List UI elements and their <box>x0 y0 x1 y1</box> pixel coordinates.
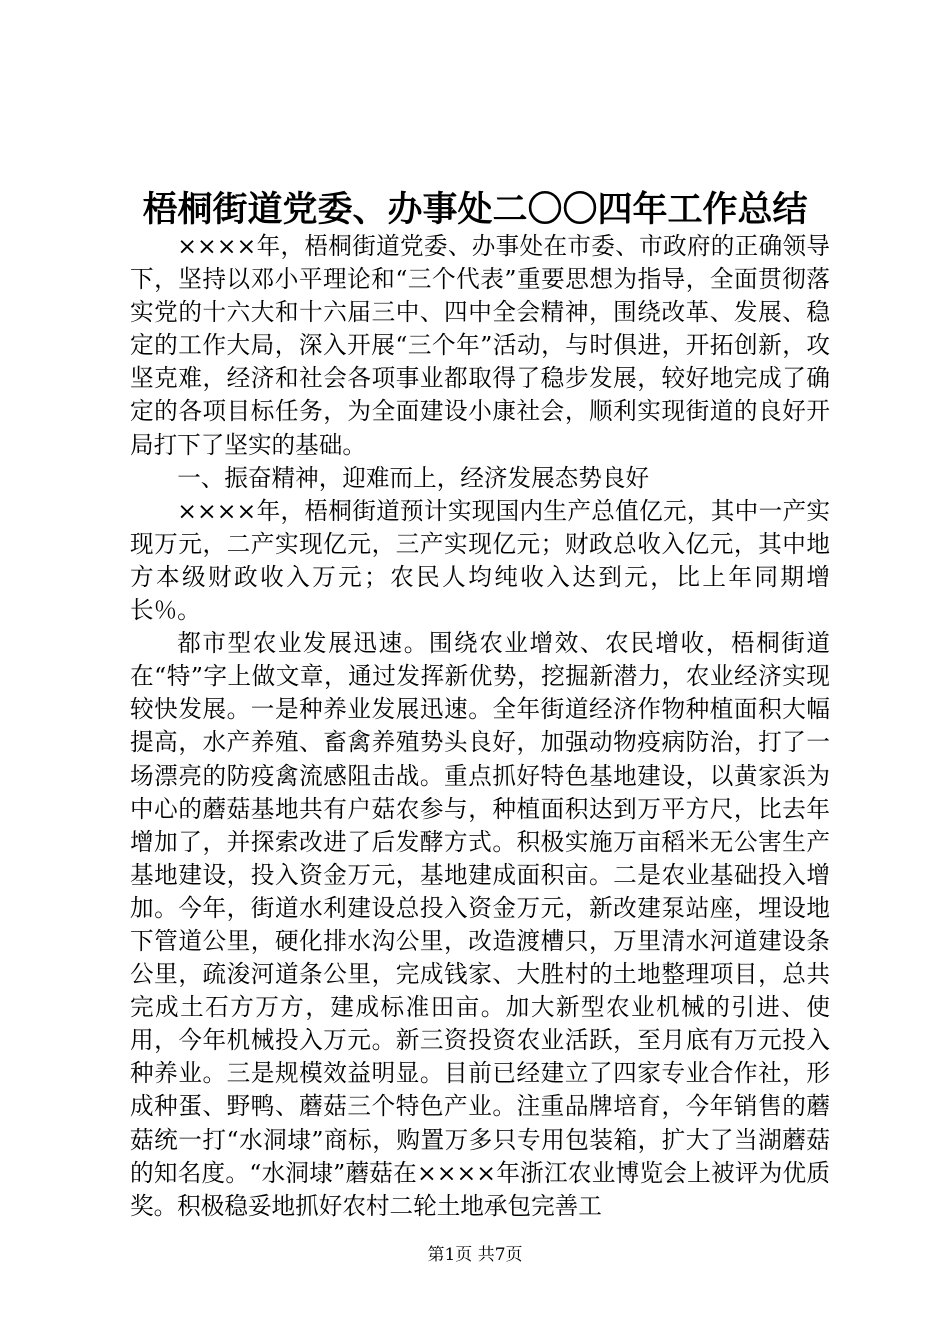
agriculture-paragraph: 都市型农业发展迅速。围绕农业增效、农民增收，梧桐街道在“特”字上做文章，通过发挥新优势，挖掘新潜力，农业经济实现较快发展。一是种养业发展迅速。全年街道经济作物种植面积大幅提高，水产养殖、畜禽养殖势头良好，加强动物疫病防治，打了一场漂亮的防疫禽流感阻击战。重点抓好特色基地建设，以黄家浜为中心的蘑菇基地共有户菇农参与，种植面积达到万平方尺，比去年增加了，并探索改进了后发酵方式。积极实施万亩稻米无公害生产基地建设，投入资金万元，基地建成面积亩。二是农业基础投入增加。今年，街道水利建设总投入资金万元，新改建泵站座，埋设地下管道公里，硬化排水沟公里，改造渡槽只，万里清水河道建设条公里，疏浚河道条公里，完成钱家、大胜村的土地整理项目，总共完成土石方万方，建成标准田亩。加大新型农业机械的引进、使用，今年机械投入万元。新三资投资农业活跃，至月底有万元投入种养业。三是规模效益明显。目前已经建立了四家专业合作社，形成种蛋、野鸭、蘑菇三个特色产业。注重品牌培育，今年销售的蘑菇统一打“水洞埭”商标，购置万多只专用包装箱，扩大了当湖蘑菇的知名度。“水洞埭”蘑菇在××××年浙江农业博览会上被评为优质奖。积极稳妥地抓好农村二轮土地承包完善工 <box>130 629 830 1220</box>
page-footer: 第1页 共7页 <box>427 1245 523 1265</box>
intro-paragraph: ××××年，梧桐街道党委、办事处在市委、市政府的正确领导下，坚持以邓小平理论和“三个代表”重要思想为指导，全面贯彻落实党的十六大和十六届三中、四中全会精神，围绕改革、发展、稳定的工作大局，深入开展“三个年”活动，与时俱进，开拓创新，攻坚克难，经济和社会各项事业都取得了稳步发展，较好地完成了确定的各项目标任务，为全面建设小康社会，顺利实现街道的良好开局打下了坚实的基础。 <box>130 232 830 459</box>
document-body <box>130 230 830 1223</box>
section-heading: 一、振奋精神，迎难而上，经济发展态势良好 <box>177 463 650 492</box>
economy-paragraph: ××××年，梧桐街道预计实现国内生产总值亿元，其中一产实现万元，二产实现亿元，三产实现亿元；财政总收入亿元，其中地方本级财政收入万元；农民人均纯收入达到元，比上年同期增长％。 <box>130 496 830 625</box>
document-title: 梧桐街道党委、办事处二〇〇四年工作总结 <box>142 189 808 230</box>
